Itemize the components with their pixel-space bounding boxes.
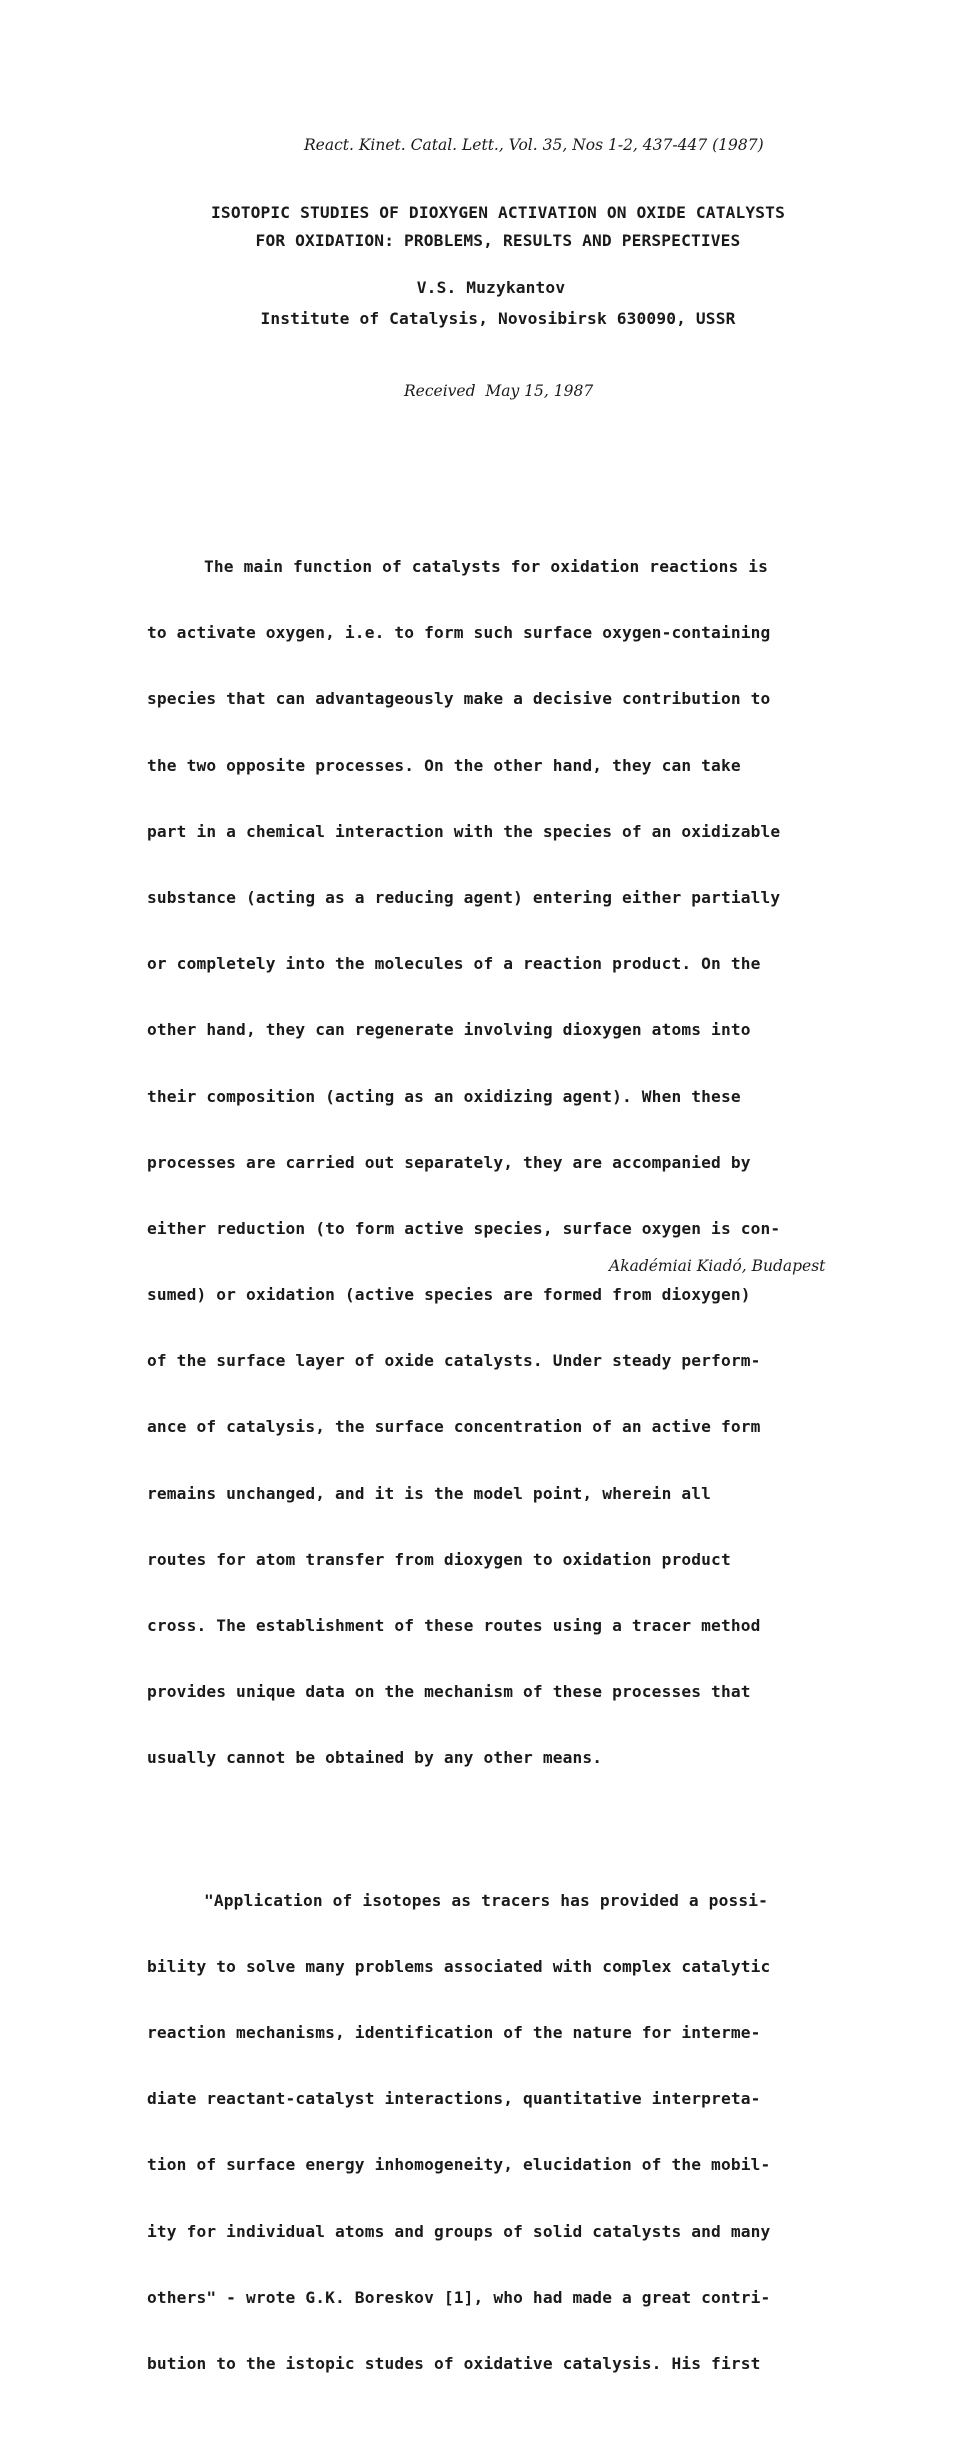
text-line: other hand, they can regenerate involving dioxygen atoms into	[147, 1020, 751, 1040]
text-line: usually cannot be obtained by any other means.	[147, 1748, 603, 1768]
text-line: bution to the istopic studes of oxidative catalysis. His first	[147, 2353, 761, 2373]
text-line: ance of catalysis, the surface concentration of an active form	[147, 1417, 761, 1437]
author-affiliation: Institute of Catalysis, Novosibirsk 630090, USSR	[260, 309, 736, 328]
title-line-2: FOR OXIDATION: PROBLEMS, RESULTS AND PERSPECTIVES	[255, 231, 741, 250]
text-line: others" - wrote G.K. Boreskov [1], who had made a great contri-	[147, 2287, 771, 2307]
text-line: or completely into the molecules of a reaction product. On the	[147, 954, 761, 974]
text-line: part in a chemical interaction with the species of an oxidizable	[147, 821, 781, 841]
body-text	[147, 477, 877, 2454]
text-line: bility to solve many problems associated with complex catalytic	[147, 1956, 771, 1976]
text-line: routes for atom transfer from dioxygen to oxidation product	[147, 1549, 731, 1569]
publisher-footer: Akadémiai Kiadó, Budapest	[609, 1257, 826, 1275]
text-line: sumed) or oxidation (active species are formed from dioxygen)	[147, 1285, 751, 1305]
text-line: to activate oxygen, i.e. to form such surface oxygen-containing	[147, 623, 771, 643]
text-line: The main function of catalysts for oxidation reactions is	[204, 557, 769, 576]
text-line: diate reactant-catalyst interactions, quantitative interpreta-	[147, 2089, 761, 2109]
received-date: Received May 15, 1987	[404, 382, 594, 400]
text-line: either reduction (to form active species, surface oxygen is con-	[147, 1218, 781, 1238]
text-line: of the surface layer of oxide catalysts. Under steady perform-	[147, 1351, 761, 1371]
title-line-1: ISOTOPIC STUDIES OF DIOXYGEN ACTIVATION ON OXIDE CATALYSTS	[211, 203, 785, 222]
text-line: substance (acting as a reducing agent) entering either partially	[147, 887, 781, 907]
text-line: processes are carried out separately, they are accompanied by	[147, 1152, 751, 1172]
text-line: remains unchanged, and it is the model point, wherein all	[147, 1483, 712, 1503]
text-line: cross. The establishment of these routes using a tracer method	[147, 1616, 761, 1635]
text-line: their composition (acting as an oxidizing agent). When these	[147, 1086, 741, 1106]
text-line: tion of surface energy inhomogeneity, elucidation of the mobil-	[147, 2155, 771, 2175]
text-line: the two opposite processes. On the other hand, they can take	[147, 755, 741, 775]
text-line: "Application of isotopes as tracers has provided a possi-	[204, 1890, 769, 1910]
paragraph-1	[147, 515, 877, 1811]
text-line: reaction mechanisms, identification of the nature for interme-	[147, 2022, 761, 2042]
journal-citation: React. Kinet. Catal. Lett., Vol. 35, Nos 1-2, 437-447 (1987)	[304, 136, 764, 154]
paragraph-2	[147, 1849, 877, 2417]
text-line: provides unique data on the mechanism of these processes that	[147, 1682, 751, 1702]
author-name: V.S. Muzykantov	[416, 278, 566, 297]
text-line: ity for individual atoms and groups of solid catalysts and many	[147, 2221, 771, 2241]
text-line: species that can advantageously make a decisive contribution to	[147, 689, 771, 709]
